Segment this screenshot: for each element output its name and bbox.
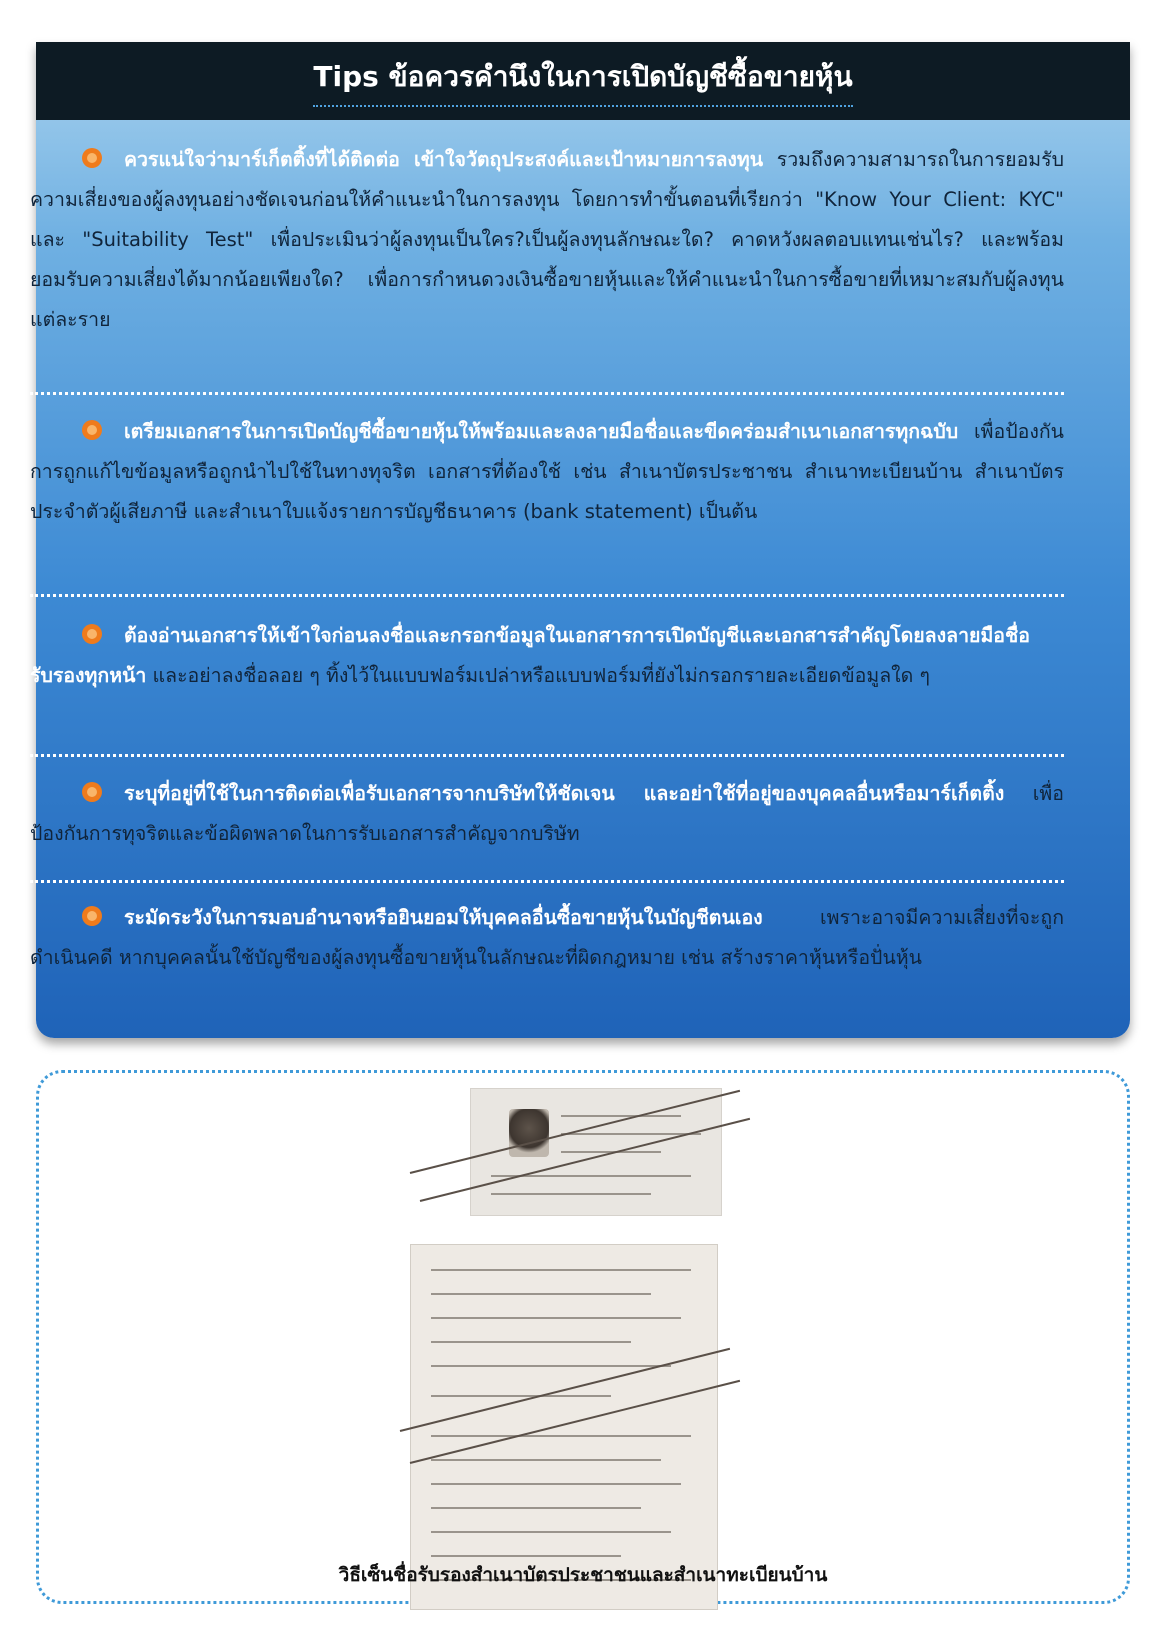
- tip-item-3: [30, 616, 1064, 696]
- tip-body: เพื่อป้องกันการทุจริตและข้อผิดพลาดในการรับเอกสารสำคัญจากบริษัท: [30, 782, 1064, 845]
- tip-lead: ควรแน่ใจว่ามาร์เก็ตติ้งที่ได้ติดต่อ เข้าใจวัตถุประสงค์และเป้าหมายการลงทุน: [124, 148, 764, 171]
- tips-title: Tips ข้อควรคำนึงในการเปิดบัญชีซื้อขายหุ้น: [313, 55, 852, 107]
- dotted-divider: [30, 754, 1064, 757]
- tips-header: [36, 42, 1130, 120]
- tip-item-5: [30, 898, 1064, 978]
- bullet-icon: [82, 906, 102, 926]
- id-card-copy-image: [470, 1088, 722, 1216]
- tip-lead: เตรียมเอกสารในการเปิดบัญชีซื้อขายหุ้นให้พร้อมและลงลายมือชื่อและขีดคร่อมสำเนาเอกสารทุกฉบับ: [124, 420, 959, 443]
- example-caption: วิธีเซ็นชื่อรับรองสำเนาบัตรประชาชนและสำเนาทะเบียนบ้าน: [338, 1564, 828, 1586]
- bullet-icon: [82, 148, 102, 168]
- dotted-divider: [30, 392, 1064, 395]
- dotted-divider: [30, 880, 1064, 883]
- id-photo: [509, 1109, 549, 1157]
- bullet-icon: [82, 782, 102, 802]
- dotted-divider: [30, 594, 1064, 597]
- tip-body: เพื่อป้องกันการถูกแก้ไขข้อมูลหรือถูกนำไปใช้ในทางทุจริต เอกสารที่ต้องใช้ เช่น สำเนาบัตรประชาชน สำเนาทะเบียนบ้าน สำเนาบัตรประจำตัวผู้เสียภาษี และสำเนาใบแจ้งรายการบัญชีธนาคาร (bank statement) เป็นต้น: [30, 420, 1064, 523]
- tip-lead: ระบุที่อยู่ที่ใช้ในการติดต่อเพื่อรับเอกสารจากบริษัทให้ชัดเจน และอย่าใช้ที่อยู่ของบุคคลอื่นหรือมาร์เก็ตติ้ง: [124, 782, 1005, 805]
- tip-lead: ต้องอ่านเอกสารให้เข้าใจก่อนลงชื่อและกรอกข้อมูลในเอกสารการเปิดบัญชีและเอกสารสำคัญโดยลงลายมือชื่อรับรองทุกหน้า: [30, 624, 1030, 687]
- tip-body: รวมถึงความสามารถในการยอมรับความเสี่ยงของผู้ลงทุนอย่างชัดเจนก่อนให้คำแนะนำในการลงทุน โดยการทำขั้นตอนที่เรียกว่า "Know Your Client: KYC" และ "Suitability Test" เพื่อประเมินว่าผู้ลงทุนเป็นใคร?เป็นผู้ลงทุนลักษณะใด? คาดหวังผลตอบแทนเช่นไร? และพร้อมยอมรับความเสี่ยงได้มากน้อยเพียงใด? เพื่อการกำหนดวงเงินซื้อขายหุ้นและให้คำแนะนำในการซื้อขายที่เหมาะสมกับผู้ลงทุนแต่ละราย: [30, 148, 1064, 331]
- tip-item-4: [30, 774, 1064, 854]
- tip-item-2: [30, 412, 1064, 532]
- tip-body: เพราะอาจมีความเสี่ยงที่จะถูกดำเนินคดี หากบุคคลนั้นใช้บัญชีของผู้ลงทุนซื้อขายหุ้นในลักษณะที่ผิดกฎหมาย เช่น สร้างราคาหุ้นหรือปั่นหุ้น: [30, 906, 1064, 969]
- tip-item-1: [30, 140, 1064, 340]
- bullet-icon: [82, 624, 102, 644]
- tip-body: และอย่าลงชื่อลอย ๆ ทิ้งไว้ในแบบฟอร์มเปล่าหรือแบบฟอร์มที่ยังไม่กรอกรายละเอียดข้อมูลใด ๆ: [146, 664, 931, 687]
- bullet-icon: [82, 420, 102, 440]
- house-registration-copy-image: [410, 1244, 718, 1610]
- tip-lead: ระมัดระวังในการมอบอำนาจหรือยินยอมให้บุคคลอื่นซื้อขายหุ้นในบัญชีตนเอง: [124, 906, 763, 929]
